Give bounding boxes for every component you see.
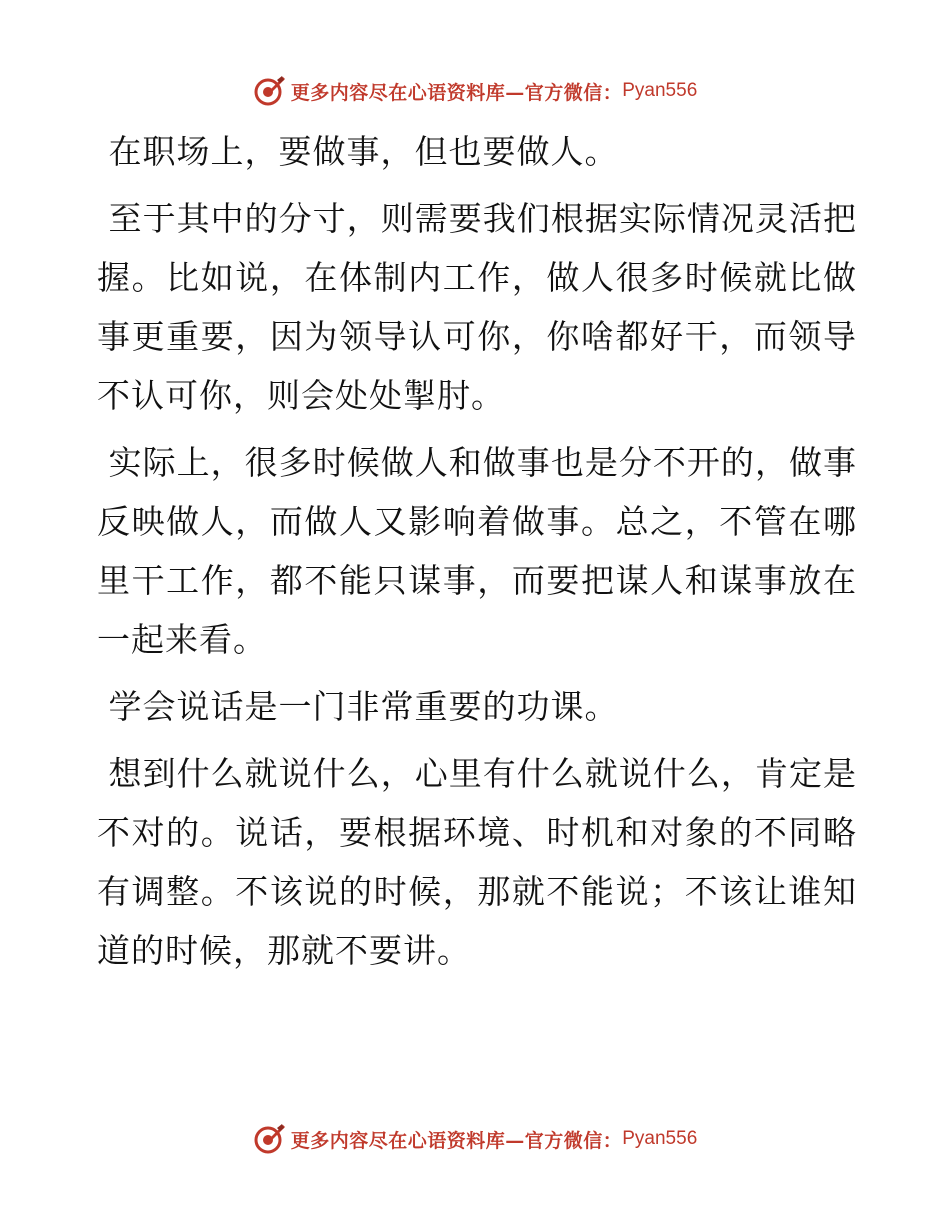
quill-logo-icon <box>253 74 287 108</box>
paragraph-3: 实际上，很多时候做人和做事也是分不开的，做事反映做人，而做人又影响着做事。总之，不管在哪里干工作，都不能只谋事，而要把谋人和谋事放在一起来看。 <box>97 443 857 659</box>
paragraph-5: 想到什么就说什么，心里有什么就说什么，肯定是不对的。说话，要根据环境、时机和对象的不同略有调整。不该说的时候，那就不能说；不该让谁知道的时候，那就不要讲。 <box>97 754 857 970</box>
footer-banner <box>0 1119 950 1159</box>
footer-wechat-id: Pyan556 <box>622 1128 698 1149</box>
paragraph-2: 至于其中的分寸，则需要我们根据实际情况灵活把握。比如说，在体制内工作，做人很多时候就比做事更重要，因为领导认可你，你啥都好干，而领导不认可你，则会处处掣肘。 <box>97 199 857 415</box>
header-banner-text: 更多内容尽在心语资料库—官方微信： <box>290 81 623 104</box>
footer-banner-text: 更多内容尽在心语资料库—官方微信： <box>290 1129 623 1152</box>
quill-logo-icon <box>253 1122 287 1156</box>
paragraph-1: 在职场上，要做事，但也要做人。 <box>108 132 619 171</box>
header-banner <box>0 71 950 111</box>
paragraph-4: 学会说话是一门非常重要的功课。 <box>108 687 619 726</box>
document-body <box>97 122 857 988</box>
header-wechat-id: Pyan556 <box>622 80 698 101</box>
